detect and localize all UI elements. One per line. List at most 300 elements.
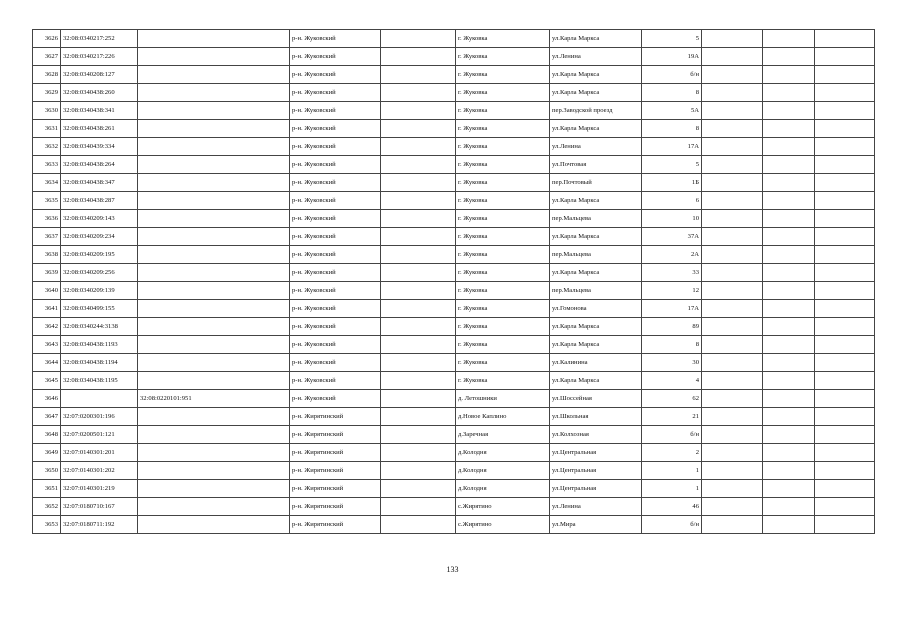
cadastral-number-alt-cell: [138, 192, 290, 210]
row-number-cell: 3640: [33, 282, 61, 300]
table-row: [33, 462, 875, 480]
empty-cell-cell: [381, 48, 456, 66]
cadastral-number-cell: 32:07:0200501:121: [61, 426, 138, 444]
locality-cell: г. Жуковка: [456, 228, 550, 246]
extra-cell-2-cell: [763, 408, 815, 426]
locality-cell: г. Жуковка: [456, 372, 550, 390]
extra-cell-2-cell: [763, 498, 815, 516]
cadastral-number-cell: 32:08:0340208:127: [61, 66, 138, 84]
extra-cell-3-cell: [815, 120, 875, 138]
extra-cell-1-cell: [702, 408, 763, 426]
cadastral-number-alt-cell: [138, 246, 290, 264]
district-cell: р-н. Жуковский: [290, 156, 381, 174]
extra-cell-3-cell: [815, 282, 875, 300]
cadastral-number-alt-cell: 32:08:0220101:951: [138, 390, 290, 408]
extra-cell-3-cell: [815, 192, 875, 210]
extra-cell-3-cell: [815, 246, 875, 264]
cadastral-number-alt-cell: [138, 372, 290, 390]
cadastral-number-cell: [61, 390, 138, 408]
extra-cell-1-cell: [702, 246, 763, 264]
table-row: [33, 48, 875, 66]
street-cell: пер.Заводской проезд: [550, 102, 642, 120]
empty-cell-cell: [381, 354, 456, 372]
street-cell: ул.Почтовая: [550, 156, 642, 174]
street-cell: ул.Мира: [550, 516, 642, 534]
extra-cell-1-cell: [702, 192, 763, 210]
cadastral-number-cell: 32:08:0340499:155: [61, 300, 138, 318]
extra-cell-1-cell: [702, 444, 763, 462]
locality-cell: г. Жуковка: [456, 174, 550, 192]
locality-cell: г. Жуковка: [456, 354, 550, 372]
extra-cell-3-cell: [815, 66, 875, 84]
cadastral-number-cell: 32:08:0340439:334: [61, 138, 138, 156]
street-cell: ул.Карла Маркса: [550, 318, 642, 336]
extra-cell-3-cell: [815, 48, 875, 66]
house-number-cell: 5: [642, 30, 702, 48]
table-row: [33, 498, 875, 516]
district-cell: р-н. Жуковский: [290, 300, 381, 318]
row-number-cell: 3644: [33, 354, 61, 372]
house-number-cell: 89: [642, 318, 702, 336]
row-number-cell: 3628: [33, 66, 61, 84]
table-row: [33, 84, 875, 102]
extra-cell-1-cell: [702, 390, 763, 408]
street-cell: ул.Карла Маркса: [550, 30, 642, 48]
street-cell: ул.Карла Маркса: [550, 84, 642, 102]
row-number-cell: 3647: [33, 408, 61, 426]
street-cell: ул.Ленина: [550, 48, 642, 66]
extra-cell-1-cell: [702, 462, 763, 480]
empty-cell-cell: [381, 102, 456, 120]
table-row: [33, 354, 875, 372]
extra-cell-1-cell: [702, 66, 763, 84]
empty-cell-cell: [381, 390, 456, 408]
row-number-cell: 3643: [33, 336, 61, 354]
locality-cell: г. Жуковка: [456, 264, 550, 282]
extra-cell-3-cell: [815, 102, 875, 120]
row-number-cell: 3629: [33, 84, 61, 102]
cadastral-number-alt-cell: [138, 444, 290, 462]
table-body: [33, 30, 875, 534]
extra-cell-3-cell: [815, 30, 875, 48]
extra-cell-3-cell: [815, 156, 875, 174]
cadastral-number-cell: 32:08:0340209:256: [61, 264, 138, 282]
empty-cell-cell: [381, 462, 456, 480]
house-number-cell: 2: [642, 444, 702, 462]
table-row: [33, 318, 875, 336]
table-row: [33, 300, 875, 318]
cadastral-number-cell: 32:07:0180711:192: [61, 516, 138, 534]
row-number-cell: 3633: [33, 156, 61, 174]
extra-cell-2-cell: [763, 444, 815, 462]
empty-cell-cell: [381, 138, 456, 156]
locality-cell: д.Заречная: [456, 426, 550, 444]
empty-cell-cell: [381, 192, 456, 210]
register-table: [32, 29, 875, 534]
extra-cell-2-cell: [763, 30, 815, 48]
extra-cell-1-cell: [702, 84, 763, 102]
street-cell: ул.Колхозная: [550, 426, 642, 444]
extra-cell-1-cell: [702, 318, 763, 336]
street-cell: ул.Карла Маркса: [550, 120, 642, 138]
extra-cell-3-cell: [815, 390, 875, 408]
extra-cell-3-cell: [815, 354, 875, 372]
locality-cell: г. Жуковка: [456, 210, 550, 228]
district-cell: р-н. Жуковский: [290, 372, 381, 390]
cadastral-number-cell: 32:08:0340217:252: [61, 30, 138, 48]
table-row: [33, 390, 875, 408]
street-cell: ул.Карла Маркса: [550, 336, 642, 354]
table-row: [33, 66, 875, 84]
cadastral-number-alt-cell: [138, 300, 290, 318]
row-number-cell: 3639: [33, 264, 61, 282]
table-row: [33, 516, 875, 534]
district-cell: р-н. Жирятинский: [290, 408, 381, 426]
locality-cell: г. Жуковка: [456, 246, 550, 264]
extra-cell-3-cell: [815, 462, 875, 480]
extra-cell-2-cell: [763, 228, 815, 246]
cadastral-number-cell: 32:08:0340438:260: [61, 84, 138, 102]
empty-cell-cell: [381, 426, 456, 444]
cadastral-number-alt-cell: [138, 174, 290, 192]
street-cell: ул.Шоссейная: [550, 390, 642, 408]
locality-cell: г. Жуковка: [456, 282, 550, 300]
house-number-cell: 30: [642, 354, 702, 372]
extra-cell-1-cell: [702, 354, 763, 372]
row-number-cell: 3649: [33, 444, 61, 462]
cadastral-number-cell: 32:08:0340438:341: [61, 102, 138, 120]
locality-cell: г. Жуковка: [456, 300, 550, 318]
extra-cell-1-cell: [702, 138, 763, 156]
district-cell: р-н. Жирятинский: [290, 480, 381, 498]
cadastral-number-cell: 32:08:0340438:1193: [61, 336, 138, 354]
table-row: [33, 156, 875, 174]
row-number-cell: 3637: [33, 228, 61, 246]
empty-cell-cell: [381, 444, 456, 462]
extra-cell-2-cell: [763, 48, 815, 66]
extra-cell-2-cell: [763, 318, 815, 336]
street-cell: ул.Карла Маркса: [550, 192, 642, 210]
cadastral-number-alt-cell: [138, 480, 290, 498]
house-number-cell: 21: [642, 408, 702, 426]
district-cell: р-н. Жирятинский: [290, 462, 381, 480]
district-cell: р-н. Жуковский: [290, 120, 381, 138]
cadastral-number-cell: 32:07:0200301:196: [61, 408, 138, 426]
locality-cell: с.Жирятино: [456, 498, 550, 516]
street-cell: пер.Мальцева: [550, 282, 642, 300]
house-number-cell: 37А: [642, 228, 702, 246]
cadastral-number-alt-cell: [138, 84, 290, 102]
locality-cell: г. Жуковка: [456, 102, 550, 120]
cadastral-number-cell: 32:08:0340438:261: [61, 120, 138, 138]
empty-cell-cell: [381, 210, 456, 228]
empty-cell-cell: [381, 300, 456, 318]
table-row: [33, 408, 875, 426]
cadastral-number-alt-cell: [138, 282, 290, 300]
extra-cell-2-cell: [763, 192, 815, 210]
empty-cell-cell: [381, 66, 456, 84]
extra-cell-3-cell: [815, 318, 875, 336]
extra-cell-3-cell: [815, 444, 875, 462]
extra-cell-3-cell: [815, 498, 875, 516]
row-number-cell: 3634: [33, 174, 61, 192]
row-number-cell: 3635: [33, 192, 61, 210]
extra-cell-3-cell: [815, 264, 875, 282]
extra-cell-3-cell: [815, 516, 875, 534]
cadastral-number-cell: 32:08:0340438:1194: [61, 354, 138, 372]
cadastral-number-cell: 32:08:0340209:139: [61, 282, 138, 300]
cadastral-number-alt-cell: [138, 462, 290, 480]
extra-cell-3-cell: [815, 138, 875, 156]
cadastral-number-alt-cell: [138, 228, 290, 246]
district-cell: р-н. Жирятинский: [290, 444, 381, 462]
page-number: 133: [446, 565, 459, 574]
cadastral-number-alt-cell: [138, 210, 290, 228]
row-number-cell: 3641: [33, 300, 61, 318]
extra-cell-2-cell: [763, 210, 815, 228]
cadastral-number-cell: 32:08:0340438:1195: [61, 372, 138, 390]
street-cell: ул.Карла Маркса: [550, 372, 642, 390]
extra-cell-2-cell: [763, 264, 815, 282]
empty-cell-cell: [381, 516, 456, 534]
table-row: [33, 138, 875, 156]
district-cell: р-н. Жуковский: [290, 210, 381, 228]
row-number-cell: 3642: [33, 318, 61, 336]
extra-cell-1-cell: [702, 264, 763, 282]
house-number-cell: 12: [642, 282, 702, 300]
cadastral-number-cell: 32:07:0140301:201: [61, 444, 138, 462]
extra-cell-1-cell: [702, 228, 763, 246]
locality-cell: с.Жирятино: [456, 516, 550, 534]
district-cell: р-н. Жирятинский: [290, 516, 381, 534]
district-cell: р-н. Жуковский: [290, 390, 381, 408]
locality-cell: г. Жуковка: [456, 192, 550, 210]
empty-cell-cell: [381, 120, 456, 138]
street-cell: ул.Ленина: [550, 498, 642, 516]
cadastral-number-cell: 32:08:0340438:287: [61, 192, 138, 210]
cadastral-number-cell: 32:07:0180710:167: [61, 498, 138, 516]
cadastral-number-alt-cell: [138, 336, 290, 354]
extra-cell-1-cell: [702, 480, 763, 498]
extra-cell-2-cell: [763, 354, 815, 372]
locality-cell: г. Жуковка: [456, 84, 550, 102]
cadastral-number-alt-cell: [138, 48, 290, 66]
district-cell: р-н. Жуковский: [290, 30, 381, 48]
empty-cell-cell: [381, 174, 456, 192]
street-cell: ул.Ленина: [550, 138, 642, 156]
row-number-cell: 3627: [33, 48, 61, 66]
table-row: [33, 120, 875, 138]
table-row: [33, 480, 875, 498]
empty-cell-cell: [381, 264, 456, 282]
cadastral-number-cell: 32:07:0140301:202: [61, 462, 138, 480]
table-row: [33, 174, 875, 192]
row-number-cell: 3636: [33, 210, 61, 228]
cadastral-number-cell: 32:08:0340438:347: [61, 174, 138, 192]
table-row: [33, 30, 875, 48]
cadastral-number-cell: 32:08:0340209:143: [61, 210, 138, 228]
street-cell: пер.Мальцева: [550, 246, 642, 264]
cadastral-number-alt-cell: [138, 66, 290, 84]
street-cell: ул.Карла Маркса: [550, 228, 642, 246]
locality-cell: д.Колодня: [456, 444, 550, 462]
extra-cell-2-cell: [763, 84, 815, 102]
extra-cell-3-cell: [815, 426, 875, 444]
empty-cell-cell: [381, 498, 456, 516]
row-number-cell: 3630: [33, 102, 61, 120]
district-cell: р-н. Жуковский: [290, 174, 381, 192]
district-cell: р-н. Жуковский: [290, 48, 381, 66]
extra-cell-2-cell: [763, 480, 815, 498]
extra-cell-2-cell: [763, 336, 815, 354]
house-number-cell: 1Б: [642, 174, 702, 192]
extra-cell-1-cell: [702, 336, 763, 354]
street-cell: ул.Гомонова: [550, 300, 642, 318]
house-number-cell: 17А: [642, 300, 702, 318]
street-cell: пер.Почтовый: [550, 174, 642, 192]
extra-cell-1-cell: [702, 516, 763, 534]
locality-cell: г. Жуковка: [456, 138, 550, 156]
house-number-cell: 8: [642, 336, 702, 354]
extra-cell-1-cell: [702, 210, 763, 228]
cadastral-number-alt-cell: [138, 516, 290, 534]
extra-cell-2-cell: [763, 246, 815, 264]
district-cell: р-н. Жуковский: [290, 102, 381, 120]
district-cell: р-н. Жирятинский: [290, 498, 381, 516]
extra-cell-2-cell: [763, 300, 815, 318]
extra-cell-3-cell: [815, 84, 875, 102]
cadastral-number-alt-cell: [138, 120, 290, 138]
extra-cell-2-cell: [763, 372, 815, 390]
house-number-cell: 1: [642, 462, 702, 480]
extra-cell-1-cell: [702, 300, 763, 318]
empty-cell-cell: [381, 30, 456, 48]
empty-cell-cell: [381, 372, 456, 390]
extra-cell-1-cell: [702, 102, 763, 120]
extra-cell-3-cell: [815, 174, 875, 192]
house-number-cell: 4: [642, 372, 702, 390]
table-row: [33, 192, 875, 210]
district-cell: р-н. Жуковский: [290, 354, 381, 372]
house-number-cell: 10: [642, 210, 702, 228]
extra-cell-1-cell: [702, 498, 763, 516]
district-cell: р-н. Жуковский: [290, 138, 381, 156]
house-number-cell: 46: [642, 498, 702, 516]
table-row: [33, 336, 875, 354]
row-number-cell: 3650: [33, 462, 61, 480]
extra-cell-3-cell: [815, 372, 875, 390]
empty-cell-cell: [381, 480, 456, 498]
table-row: [33, 426, 875, 444]
table-row: [33, 264, 875, 282]
cadastral-number-alt-cell: [138, 102, 290, 120]
cadastral-number-alt-cell: [138, 426, 290, 444]
extra-cell-3-cell: [815, 228, 875, 246]
cadastral-number-cell: 32:08:0340209:234: [61, 228, 138, 246]
street-cell: ул.Центральная: [550, 462, 642, 480]
empty-cell-cell: [381, 228, 456, 246]
cadastral-number-alt-cell: [138, 408, 290, 426]
extra-cell-1-cell: [702, 174, 763, 192]
street-cell: ул.Центральная: [550, 444, 642, 462]
row-number-cell: 3626: [33, 30, 61, 48]
cadastral-number-cell: 32:08:0340244:3138: [61, 318, 138, 336]
table-row: [33, 228, 875, 246]
table-row: [33, 246, 875, 264]
street-cell: ул.Калинина: [550, 354, 642, 372]
extra-cell-3-cell: [815, 210, 875, 228]
house-number-cell: 5А: [642, 102, 702, 120]
table-row: [33, 444, 875, 462]
house-number-cell: 2А: [642, 246, 702, 264]
locality-cell: г. Жуковка: [456, 30, 550, 48]
extra-cell-1-cell: [702, 282, 763, 300]
district-cell: р-н. Жуковский: [290, 264, 381, 282]
cadastral-number-alt-cell: [138, 30, 290, 48]
locality-cell: д. Летошники: [456, 390, 550, 408]
street-cell: ул.Карла Маркса: [550, 264, 642, 282]
extra-cell-2-cell: [763, 102, 815, 120]
district-cell: р-н. Жуковский: [290, 192, 381, 210]
cadastral-number-alt-cell: [138, 264, 290, 282]
extra-cell-3-cell: [815, 300, 875, 318]
locality-cell: г. Жуковка: [456, 120, 550, 138]
locality-cell: д.Колодня: [456, 480, 550, 498]
cadastral-number-alt-cell: [138, 318, 290, 336]
house-number-cell: 33: [642, 264, 702, 282]
district-cell: р-н. Жуковский: [290, 282, 381, 300]
table-row: [33, 282, 875, 300]
extra-cell-3-cell: [815, 336, 875, 354]
house-number-cell: 1: [642, 480, 702, 498]
house-number-cell: б/н: [642, 426, 702, 444]
street-cell: ул.Центральная: [550, 480, 642, 498]
district-cell: р-н. Жуковский: [290, 84, 381, 102]
extra-cell-1-cell: [702, 120, 763, 138]
extra-cell-2-cell: [763, 282, 815, 300]
empty-cell-cell: [381, 408, 456, 426]
row-number-cell: 3651: [33, 480, 61, 498]
extra-cell-2-cell: [763, 426, 815, 444]
house-number-cell: б/н: [642, 516, 702, 534]
table-row: [33, 372, 875, 390]
house-number-cell: б/н: [642, 66, 702, 84]
cadastral-number-cell: 32:08:0340209:195: [61, 246, 138, 264]
extra-cell-1-cell: [702, 48, 763, 66]
empty-cell-cell: [381, 318, 456, 336]
house-number-cell: 5: [642, 156, 702, 174]
cadastral-number-alt-cell: [138, 138, 290, 156]
extra-cell-2-cell: [763, 516, 815, 534]
district-cell: р-н. Жирятинский: [290, 426, 381, 444]
extra-cell-2-cell: [763, 390, 815, 408]
extra-cell-3-cell: [815, 408, 875, 426]
table-row: [33, 102, 875, 120]
row-number-cell: 3631: [33, 120, 61, 138]
extra-cell-2-cell: [763, 120, 815, 138]
district-cell: р-н. Жуковский: [290, 318, 381, 336]
row-number-cell: 3632: [33, 138, 61, 156]
row-number-cell: 3645: [33, 372, 61, 390]
locality-cell: г. Жуковка: [456, 336, 550, 354]
extra-cell-2-cell: [763, 462, 815, 480]
row-number-cell: 3638: [33, 246, 61, 264]
empty-cell-cell: [381, 246, 456, 264]
locality-cell: д.Новое Каплино: [456, 408, 550, 426]
cadastral-number-cell: 32:07:0140301:219: [61, 480, 138, 498]
street-cell: пер.Мальцева: [550, 210, 642, 228]
district-cell: р-н. Жуковский: [290, 246, 381, 264]
